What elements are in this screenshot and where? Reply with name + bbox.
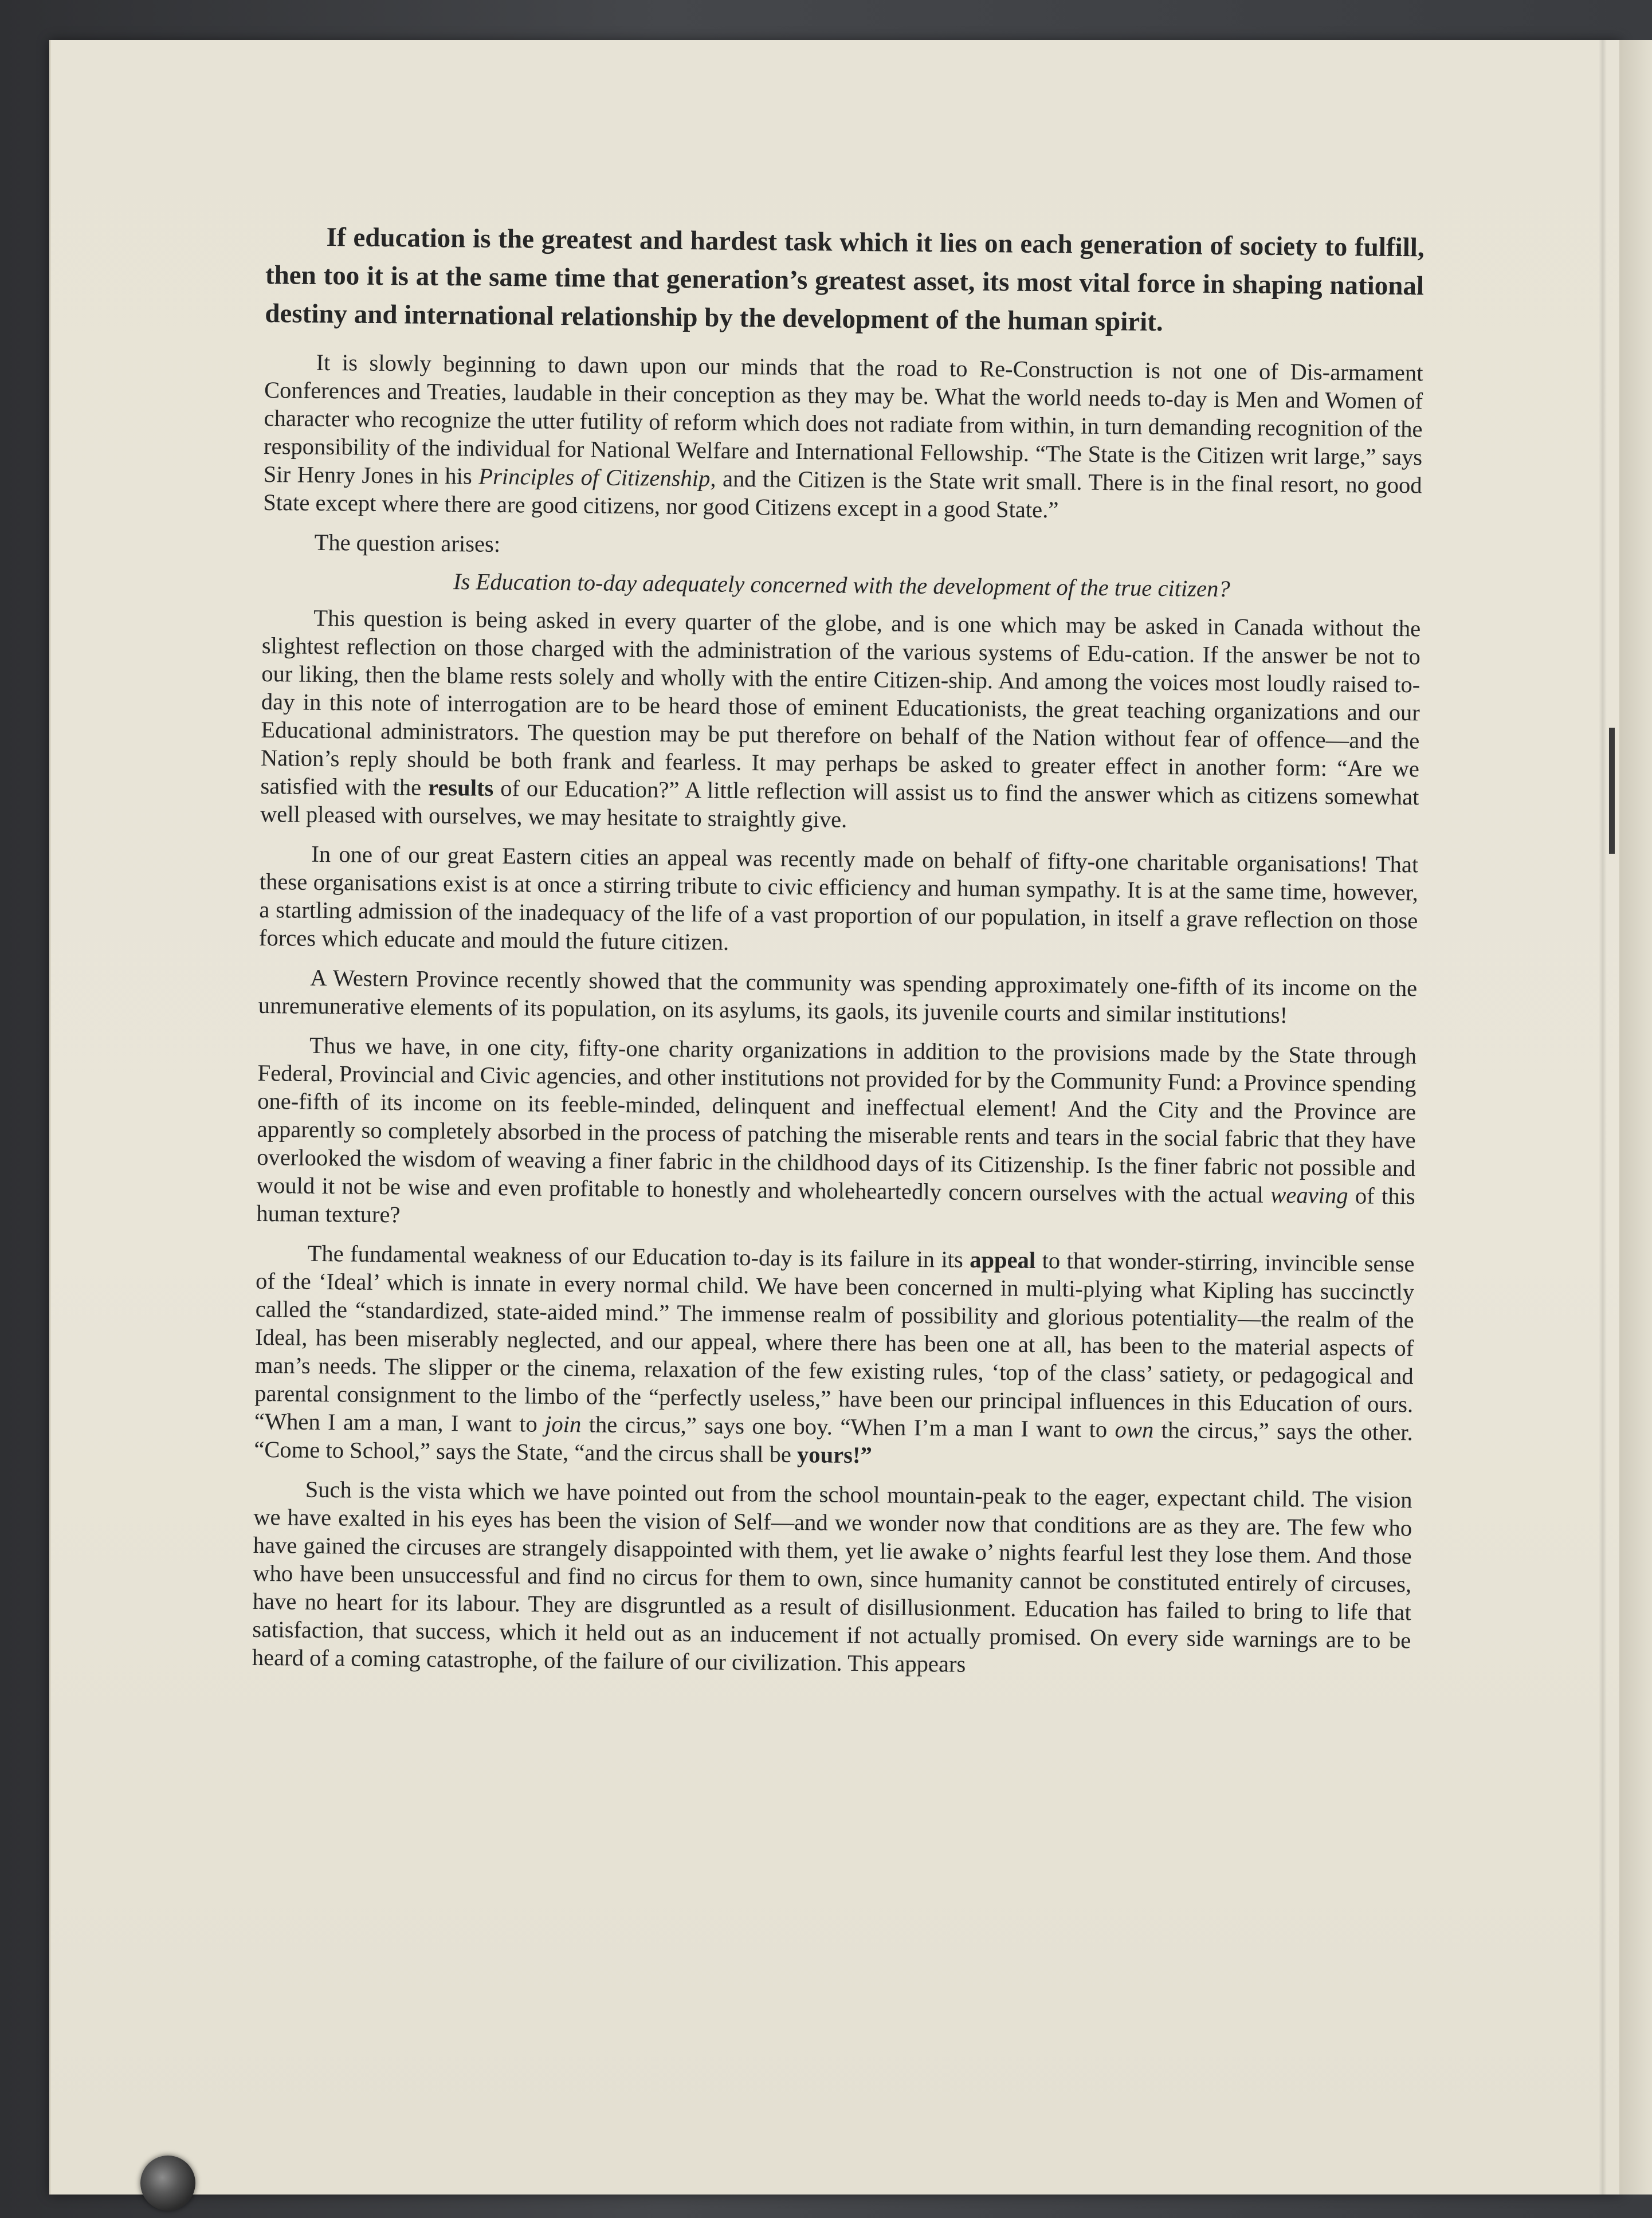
paragraph-reconstruction: It is slowly beginning to dawn upon our minds that the road to Re-Construction is not one of Dis-armament Conferences and Treaties, laudable in their conception as they may be. What the world needs to-day is Men and Women of character who recognize the utter futility of reform which does not radiate from within, in turn demanding recognition of the responsibility of the individual for National Welfare and International Fellowship. “The State is the Citizen writ large,” says Sir Henry Jones in his Principles of Citizenship, and the Citizen is the State writ small. There is in the final resort, no good State except where there are good citizens, nor good Citizens except in a good State.” [263,349,1423,523]
paragraph-question-asked: This question is being asked in every quarter of the globe, and is one which may be asked in Canada without the slightest reflection on those charged with the administration of the various systems of Edu-cation. If the answer be not to our liking, then the blame rests solely and wholly with the entire Citizen-ship. And among the voices most loudly raised to-day in this note of interrogation are to be heard those of eminent Educationists, the great teaching organizations and our Educational administrators. The question may be put therefore on behalf of the Nation without fear of offence—and the Nation’s reply should be both frank and fearless. It may perhaps be asked to greater effect in another form: “Are we satisfied with the results of our Education?” A little reflection will assist us to find the answer which as citizens somewhat well pleased with ourselves, we may hesitate to straightly give. [260,604,1421,833]
paragraph-eastern-cities: In one of our great Eastern cities an appeal was recently made on behalf of fifty-one charitable organisations! That these organisations exist is at once a stirring tribute to civic efficiency and human sympathy. It is at the same time, however, a startling admission of the inadequacy of the life of a vast proportion of our population, in itself a grave reflection on those forces which educate and mould the future citizen. [258,841,1419,955]
paragraph-fundamental-weakness: The fundamental weakness of our Education to-day is its failure in its appeal to that wonder-stirring, invincible sense of the ‘Ideal’ which is innate in every normal child. We have been concerned in multi-plying what Kipling has succinctly called the “standardized, state-aided mind.” The immense realm of possibility and glorious potentiality—the realm of the Ideal, has been miserably neglected, and our appeal, where there has been one at all, has been to the material aspects of man’s needs. The slipper or the cinema, relaxation of the few existing rules, ‘top of the class’ satiety, or pedagogical and parental consignment to the limbo of the “perfectly useless,” have been our principal influences in this Education of ours. “When I am a man, I want to join the circus,” says one boy. “When I’m a man I want to own the circus,” says the other. “Come to School,” says the State, “and the circus shall be yours!” [254,1240,1415,1469]
central-question: Is Education to-day adequately concerned with the development of the true citizen? [453,568,1230,602]
document-body [252,218,1424,1694]
paragraph-vista: Such is the vista which we have pointed out from the school mountain-peak to the eager, expectant child. The vision we have exalted in his eyes has been the vision of Self—and we wonder now that conditions are as they are. The few who have gained the circuses are strangely disappointed with them, yet lie awake o’ nights fearful lest they lose them. And those who have been unsuccessful and find no circus for them to own, since humanity cannot be constituted entirely of circuses, have no heart for its labour. They are disgruntled as a result of disillusionment. Education has failed to bring to life that satisfaction, that success, which it held out as an inducement if not actually promised. On every side warnings are to be heard of a coming catastrophe, of the failure of our civilization. This appears [252,1476,1412,1677]
paragraph-western-province: A Western Province recently showed that the community was spending approximately one-fifth of its income on the unremunerative elements of its population, on its asylums, its gaols, its juvenile courts and similar institutions! [258,964,1418,1028]
pin-tack [140,2156,195,2211]
binding-mark [1609,728,1615,854]
page-fold [1599,40,1607,2195]
paragraph-question-arises: The question arises: [314,529,501,557]
paragraph-charity-organizations: Thus we have, in one city, fifty-one charity organizations in addition to the provisions made by the State through Federal, Provincial and Civic agencies, and other institutions not provided for by the Community Fund: a Province spending one-fifth of its income on its feeble-minded, delinquent and ineffectual element! And the City and the Province are apparently so completely absorbed in the process of patching the miserable rents and tears in the social fabric that they have overlooked the wisdom of weaving a finer fabric in the childhood days of its Citizenship. Is the finer fabric not possible and would it not be wise and even profitable to honestly and wholeheartedly concern ourselves with the actual weaving of this human texture? [256,1032,1417,1228]
book-title: Principles of Citizenship, [478,463,716,492]
lead-paragraph: If education is the greatest and hardest task which it lies on each generation of society to fulfill, then too it is at the same time that generation’s greatest asset, its most vital force in shaping national destiny and international relationship by the development of the human spirit. [265,222,1425,337]
adjacent-page-edge [1619,40,1652,2195]
